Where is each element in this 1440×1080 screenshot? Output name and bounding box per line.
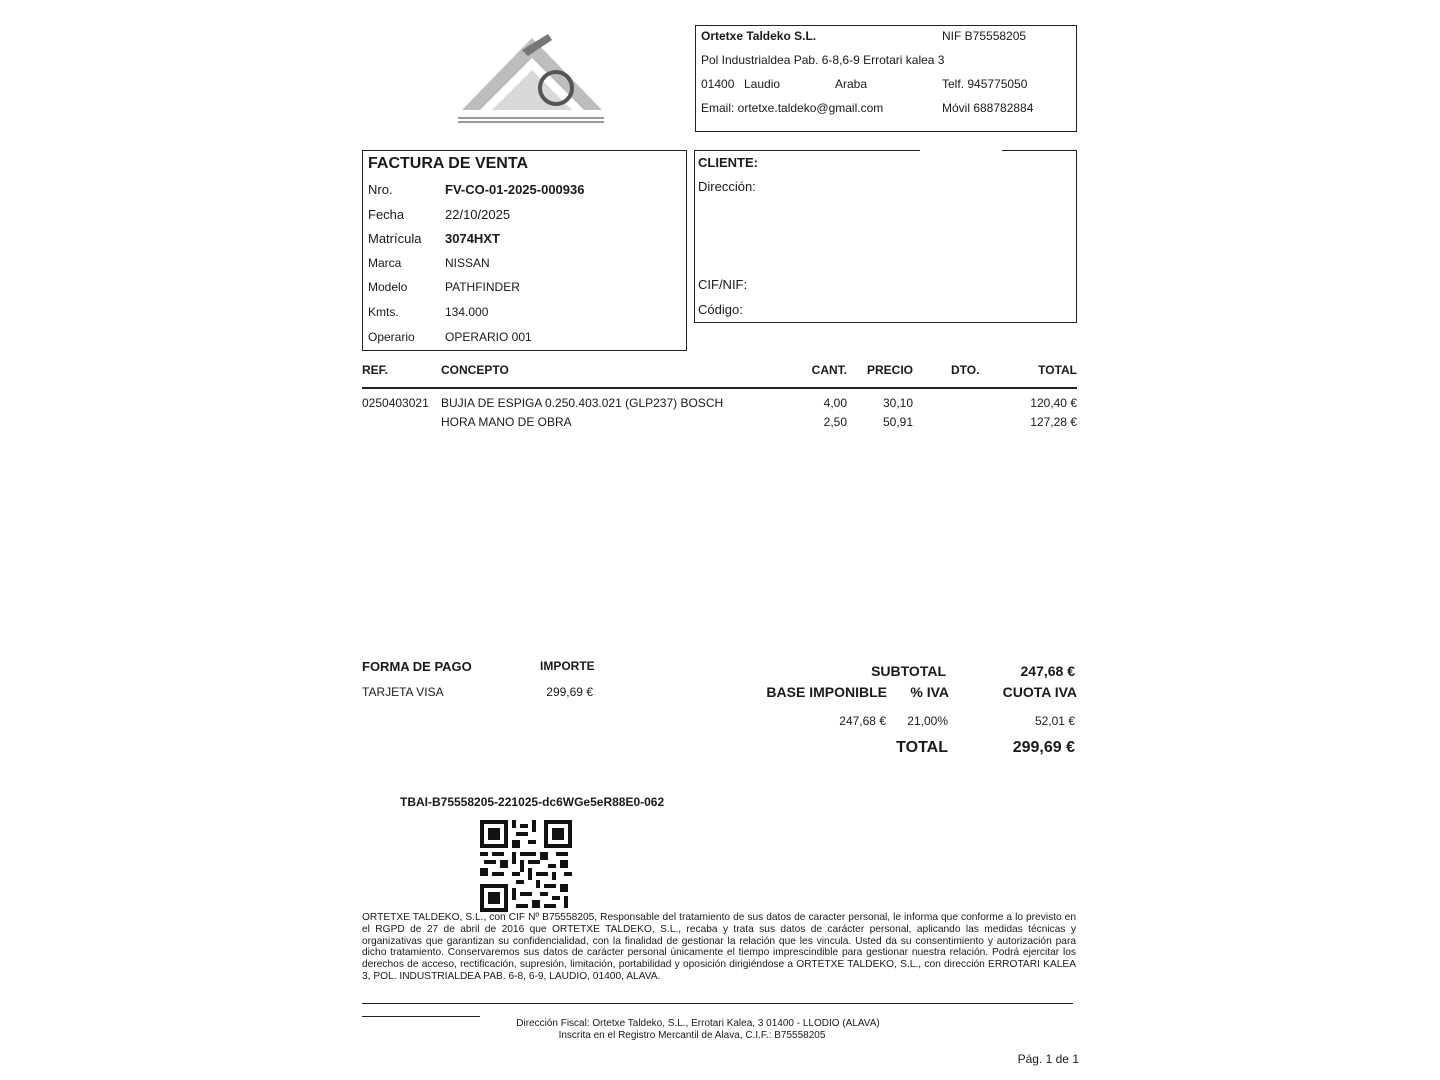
base-imponible-label: BASE IMPONIBLE <box>766 684 887 700</box>
iva-percent-value: 21,00% <box>907 714 948 728</box>
client-box-gap <box>920 148 1002 152</box>
footer-divider <box>362 1003 1073 1004</box>
company-postcode: 01400 <box>701 77 735 91</box>
invoice-date: 22/10/2025 <box>445 207 511 222</box>
company-nif: NIF B75558205 <box>942 29 1027 43</box>
invoice-info-box <box>362 150 687 351</box>
company-city: Laudio <box>744 77 781 91</box>
invoice-brand: NISSAN <box>445 256 490 270</box>
qr-code <box>480 820 572 912</box>
invoice-number: FV-CO-01-2025-000936 <box>445 182 585 197</box>
column-header-concept: CONCEPTO <box>441 363 509 377</box>
footer-fiscal-address: Dirección Fiscal: Ortetxe Taldeko, S.L., Errotari Kalea, 3 01400 - LLODIO (ALAVA) <box>516 1018 880 1029</box>
row-2-qty: 2,50 <box>823 415 847 429</box>
column-header-discount: DTO. <box>951 363 980 377</box>
invoice-field-label-fecha: Fecha <box>368 207 405 222</box>
total-label: TOTAL <box>896 739 948 756</box>
cuota-iva-label: CUOTA IVA <box>1002 684 1077 700</box>
row-2-price: 50,91 <box>882 415 913 429</box>
column-header-qty: CANT. <box>811 363 847 377</box>
company-mobile: Móvil 688782884 <box>942 101 1034 115</box>
company-phone: Telf. 945775050 <box>942 77 1028 91</box>
row-1-qty: 4,00 <box>823 396 847 410</box>
payment-amount: 299,69 € <box>546 685 593 699</box>
client-address-label: Dirección: <box>698 179 756 194</box>
company-province: Araba <box>835 77 868 91</box>
column-header-price: PRECIO <box>866 363 913 377</box>
column-header-total: TOTAL <box>1038 363 1077 377</box>
total-value: 299,69 € <box>1012 739 1075 756</box>
payment-method: TARJETA VISA <box>362 685 444 699</box>
invoice-field-label-kmts: Kmts. <box>368 305 399 319</box>
iva-percent-label: % IVA <box>910 684 949 700</box>
column-header-ref: REF. <box>362 363 389 377</box>
footer-short-divider <box>362 1016 480 1017</box>
row-2-total: 127,28 € <box>1030 415 1077 429</box>
invoice-field-label-nro: Nro. <box>368 182 393 197</box>
row-1-price: 30,10 <box>882 396 913 410</box>
invoice-operator: OPERARIO 001 <box>445 330 532 344</box>
payment-amount-header: IMPORTE <box>540 659 595 673</box>
row-1-total: 120,40 € <box>1030 396 1077 410</box>
tbai-code: TBAI-B75558205-221025-dc6WGe5eR88E0-062 <box>400 795 665 809</box>
client-title: CLIENTE: <box>698 155 758 170</box>
subtotal-value: 247,68 € <box>1020 663 1075 679</box>
company-logo <box>452 30 610 125</box>
row-1-ref: 0250403021 <box>362 396 429 410</box>
row-2-concept: HORA MANO DE OBRA <box>441 415 572 429</box>
client-code-label: Código: <box>698 302 743 317</box>
invoice-model: PATHFINDER <box>445 280 520 294</box>
invoice-title: FACTURA DE VENTA <box>368 155 528 172</box>
payment-method-header: FORMA DE PAGO <box>362 659 472 674</box>
privacy-notice: ORTETXE TALDEKO, S.L., con CIF Nº B75558205, Responsable del tratamiento de sus datos de caracter personal, le informa que conforme a lo previsto en el RGPD de 27 de abril de 2016 que ORTETXE TALDEKO, S.L., recaba y trata sus datos de carácter personal, aplicando las medidas técnicas y organizativas que garantizan su confidencialidad, con la finalidad de gestionar la relación que les vincula. Usted da su consentimiento y autorización para dicho tratamiento. Conservaremos sus datos de carácter personal únicamente el tiempo imprescindible para gestionar nuestra relación. Podrá ejercitar los derechos de acceso, rectificación, supresión, limitación, portabilidad y oposición dirigiéndose a ORTETXE TALDEKO, S.L., con dirección ERROTARI KALEA 3, POL. INDUSTRIALDEA PAB. 6-8, 6-9, LAUDIO, 01400, ALAVA. <box>362 912 1076 982</box>
page-number: Pág. 1 de 1 <box>1017 1052 1079 1066</box>
invoice-km: 134.000 <box>445 305 489 319</box>
company-name: Ortetxe Taldeko S.L. <box>701 29 817 43</box>
subtotal-label: SUBTOTAL <box>871 663 946 679</box>
company-address: Pol Industrialdea Pab. 6-8,6-9 Errotari kalea 3 <box>701 53 945 67</box>
invoice-field-label-marca: Marca <box>368 256 402 270</box>
client-cif-label: CIF/NIF: <box>698 277 748 292</box>
invoice-field-label-modelo: Modelo <box>368 280 408 294</box>
footer-registry: Inscrita en el Registro Mercantil de Alava, C.I.F.: B75558205 <box>558 1030 826 1041</box>
base-imponible-value: 247,68 € <box>839 714 886 728</box>
invoice-field-label-operario: Operario <box>368 330 415 344</box>
invoice-field-label-matricula: Matrícula <box>368 231 422 246</box>
client-info-box <box>694 150 1077 323</box>
company-email: Email: ortetxe.taldeko@gmail.com <box>701 101 884 115</box>
invoice-plate: 3074HXT <box>445 231 500 246</box>
row-1-concept: BUJIA DE ESPIGA 0.250.403.021 (GLP237) BOSCH <box>441 396 724 410</box>
header-divider <box>362 387 1077 389</box>
cuota-iva-value: 52,01 € <box>1034 714 1075 728</box>
